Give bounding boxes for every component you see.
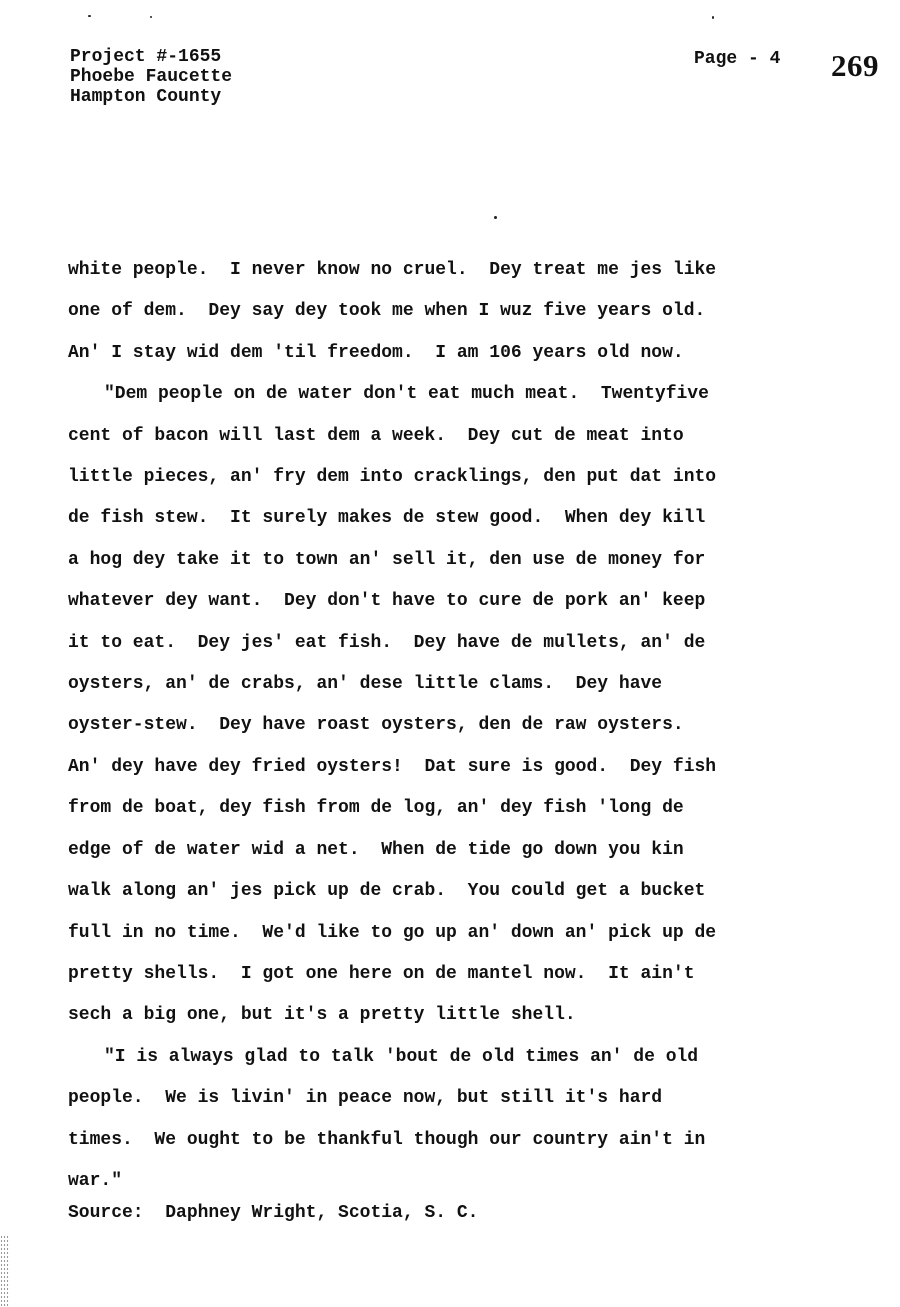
folio-number: 269	[831, 48, 879, 83]
scan-speck	[150, 16, 152, 18]
text-line: whatever dey want. Dey don't have to cure de pork an' keep	[68, 591, 706, 612]
text-line: "I is always glad to talk 'bout de old times an' de old	[104, 1046, 699, 1067]
text-line: cent of bacon will last dem a week. Dey cut de meat into	[68, 425, 684, 446]
text-line: white people. I never know no cruel. Dey treat me jes like	[68, 260, 717, 280]
text-line: "Dem people on de water don't eat much meat. Twentyfive	[104, 384, 709, 405]
page-number-label: Page - 4	[694, 49, 781, 69]
text-line: edge of de water wid a net. When de tide go down you kin	[68, 839, 684, 860]
text-line: sech a big one, but it's a pretty little shell.	[68, 1005, 576, 1026]
text-line: it to eat. Dey jes' eat fish. Dey have de mullets, an' de	[68, 632, 706, 653]
text-line: one of dem. Dey say dey took me when I wuz five years old.	[68, 301, 706, 322]
text-line: oyster-stew. Dey have roast oysters, den de raw oysters.	[68, 715, 684, 736]
text-line: a hog dey take it to town an' sell it, den use de money for	[68, 549, 706, 570]
text-line: times. We ought to be thankful though our country ain't in	[68, 1129, 706, 1150]
county-name: Hampton County	[70, 87, 222, 107]
project-number: Project #-1655	[70, 47, 222, 67]
text-line: oysters, an' de crabs, an' dese little clams. Dey have	[68, 674, 663, 695]
source-attribution: Source: Daphney Wright, Scotia, S. C.	[68, 1203, 479, 1223]
text-line: walk along an' jes pick up de crab. You could get a bucket	[68, 881, 706, 902]
text-line: An' I stay wid dem 'til freedom. I am 106 years old now.	[68, 342, 684, 363]
text-line: little pieces, an' fry dem into cracklings, den put dat into	[68, 467, 717, 488]
scan-speck	[712, 16, 714, 19]
scan-speck	[88, 15, 91, 17]
text-line: An' dey have dey fried oysters! Dat sure is good. Dey fish	[68, 756, 717, 777]
text-line: full in no time. We'd like to go up an' down an' pick up de	[68, 922, 717, 943]
text-line: de fish stew. It surely makes de stew good. When dey kill	[68, 508, 706, 529]
interviewer-name: Phoebe Faucette	[70, 67, 233, 87]
text-line: pretty shells. I got one here on de mantel now. It ain't	[68, 963, 695, 984]
text-line: war."	[68, 1170, 123, 1191]
scan-speck	[494, 216, 497, 219]
scan-edge-noise	[0, 1235, 10, 1307]
text-line: people. We is livin' in peace now, but still it's hard	[68, 1088, 663, 1109]
text-line: from de boat, dey fish from de log, an' dey fish 'long de	[68, 798, 684, 819]
project-header	[70, 47, 232, 107]
narrative-text	[68, 250, 868, 1202]
